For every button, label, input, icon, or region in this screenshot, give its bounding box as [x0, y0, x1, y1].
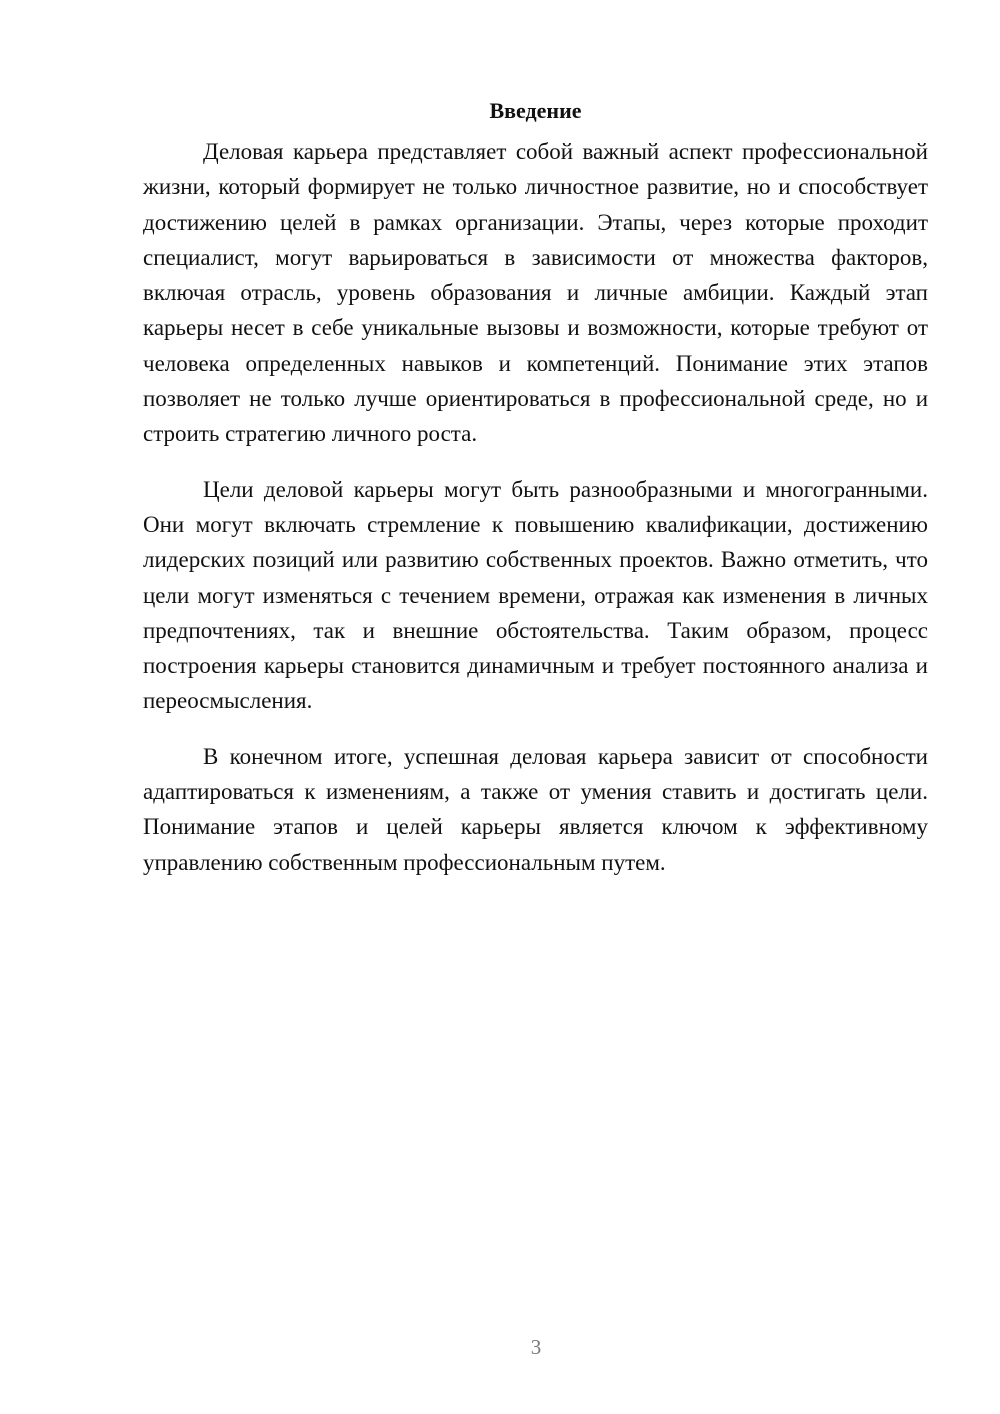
paragraph-1: Деловая карьера представляет собой важный аспект профессиональной жизни, который формирует не только личностное развитие, но и способствует достижению целей в рамках организации. Этапы, через которые проходит специалист, могут варьироваться в зависимости от множества факторов, включая отрасль, уровень образования и личные амбиции. Каждый этап карьеры несет в себе уникальные вызовы и возможности, которые требуют от человека определенных навыков и компетенций. Понимание этих этапов позволяет не только лучше ориентироваться в профессиональной среде, но и строить стратегию личного роста.	[143, 139, 928, 447]
paragraph-3: В конечном итоге, успешная деловая карьера зависит от способности адаптироваться к изменениям, а также от умения ставить и достигать цели. Понимание этапов и целей карьеры является ключом к эффективному управлению собственным профессиональным путем.	[143, 743, 928, 875]
paragraph-2: Цели деловой карьеры могут быть разнообразными и многогранными. Они могут включать стремление к повышению квалификации, достижению лидерских позиций или развитию собственных проектов. Важно отметить, что цели могут изменяться с течением времени, отражая как изменения в личных предпочтениях, так и внешние обстоятельства. Таким образом, процесс построения карьеры становится динамичным и требует постоянного анализа и переосмысления.	[143, 476, 928, 714]
page-number: 3	[530, 1335, 542, 1359]
page-content	[143, 96, 928, 900]
section-title: Введение	[489, 98, 582, 123]
